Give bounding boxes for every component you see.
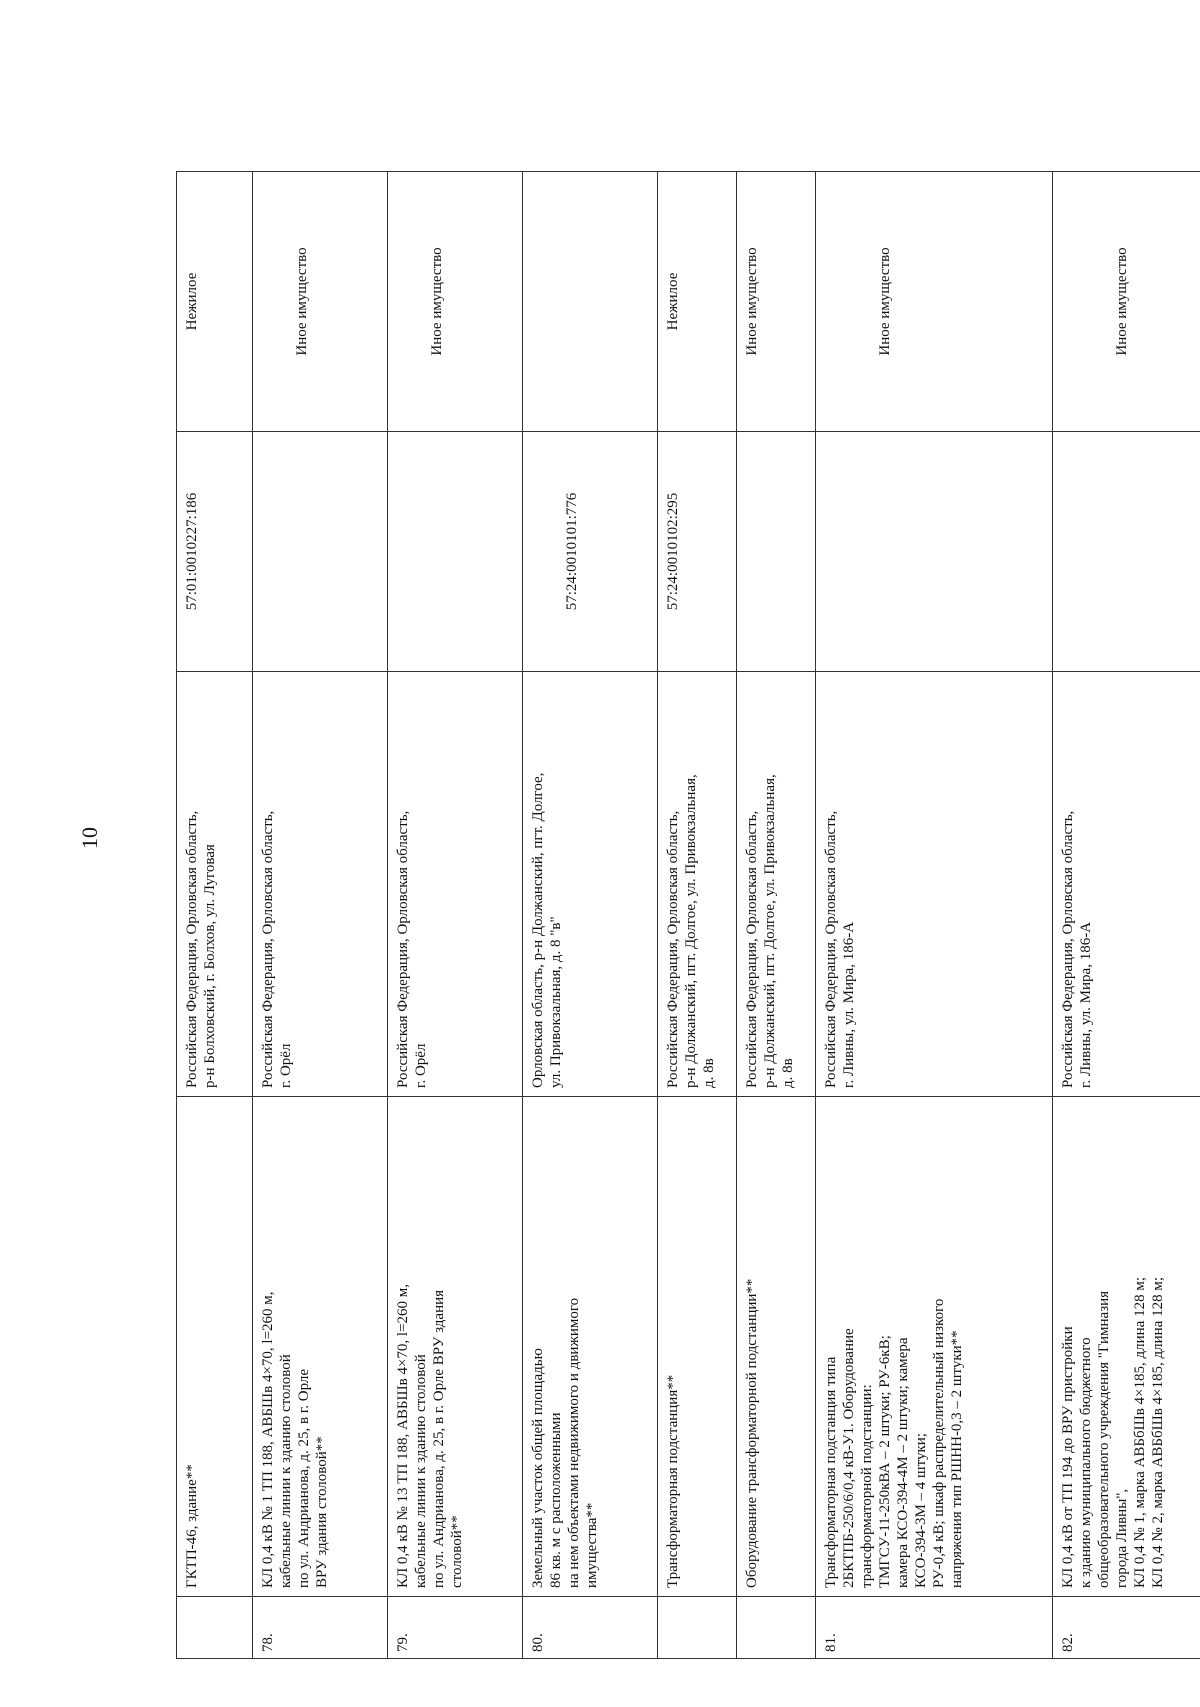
object-name: КЛ 0,4 кВ № 1 ТП 188, АВБШв 4×70, l=260 м, кабельные линии к зданию столовой по ул. Андрианова, д. 25, в г. Орле ВРУ здания столовой** (253, 1097, 388, 1597)
row-number: 82. (1053, 1597, 1200, 1659)
object-type: Иное имущество (816, 172, 1053, 432)
table-row (523, 172, 658, 1659)
object-address: Российская Федерация, Орловская область, р-н Болховский, г. Болхов, ул. Луговая (177, 672, 253, 1097)
table-row (1053, 172, 1200, 1659)
cadastral-number: 57:24:0010102:295 (658, 432, 737, 672)
object-name: Трансформаторная подстанция** (658, 1097, 737, 1597)
object-type: Нежилое (177, 172, 253, 432)
object-address: Орловская область, р-н Должанский, пгт. Долгое, ул. Привокзальная, д. 8 "в" (523, 672, 658, 1097)
row-number: 81. (816, 1597, 1053, 1659)
object-name: Трансформаторная подстанция типа 2БКТПБ-250/6/0,4 кВ-У1. Оборудование трансформаторной подстанции: ТМГСУ-11-250кВА – 2 штуки; РУ-6кВ; камера КСО-394-4М – 2 штуки; камера КСО-394-3М – 4 штуки; РУ-0,4 кВ; шкаф распределительный низкого напряжения тип РШНН-0,3 – 2 штуки** (816, 1097, 1053, 1597)
row-number: 78. (253, 1597, 388, 1659)
cadastral-number (1053, 432, 1200, 672)
table-row (816, 172, 1053, 1659)
cadastral-number: 57:24:0010101:776 (523, 432, 658, 672)
object-name: ГКТП-46, здание** (177, 1097, 253, 1597)
row-number: 80. (523, 1597, 658, 1659)
object-address: Российская Федерация, Орловская область, р-н Должанский, пгт. Долгое, ул. Привокзальная, д. 8в (737, 672, 816, 1097)
object-address: Российская Федерация, Орловская область, г. Ливны, ул. Мира, 186-А (816, 672, 1053, 1097)
object-name: Земельный участок общей площадью 86 кв. м с расположенными на нем объектами недвижимого и движимого имущества** (523, 1097, 658, 1597)
table-row (658, 172, 737, 1659)
object-address: Российская Федерация, Орловская область, г. Орёл (253, 672, 388, 1097)
table-row (253, 172, 388, 1659)
object-address: Российская Федерация, Орловская область, р-н Должанский, пгт. Долгое, ул. Привокзальная, д. 8в (658, 672, 737, 1097)
object-address: Российская Федерация, Орловская область, г. Ливны, ул. Мира, 186-А (1053, 672, 1200, 1097)
object-name: КЛ 0,4 кВ от ТП 194 до ВРУ пристройки к зданию муниципального бюджетного общеобразовательного учреждения "Гимназия города Ливны", КЛ 0,4 № 1, марка АВБбШв 4×185, длина 128 м; КЛ 0,4 № 2, марка АВБбШв 4×185, длина 128 м; (1053, 1097, 1200, 1597)
property-table (176, 171, 1200, 1659)
object-type: Иное имущество (253, 172, 388, 432)
object-type: Иное имущество (1053, 172, 1200, 432)
page-number: 10 (75, 818, 105, 858)
table-row (177, 172, 253, 1659)
object-type: Иное имущество (737, 172, 816, 432)
cadastral-number (253, 432, 388, 672)
object-name: Оборудование трансформаторной подстанции** (737, 1097, 816, 1597)
object-type: Нежилое (658, 172, 737, 432)
cadastral-number (737, 432, 816, 672)
row-number (658, 1597, 737, 1659)
cadastral-number: 57:01:0010227:186 (177, 432, 253, 672)
rotated-table-wrapper (136, 107, 1136, 1707)
object-type: Иное имущество (388, 172, 523, 432)
row-number: 79. (388, 1597, 523, 1659)
object-address: Российская Федерация, Орловская область, г. Орёл (388, 672, 523, 1097)
table-row (737, 172, 816, 1659)
cadastral-number (388, 432, 523, 672)
table-row (388, 172, 523, 1659)
row-number (737, 1597, 816, 1659)
object-type (523, 172, 658, 432)
cadastral-number (816, 432, 1053, 672)
object-name: КЛ 0,4 кВ № 13 ТП 188, АВБШв 4×70, l=260 м, кабельные линии к зданию столовой по ул. Андрианова, д. 25, в г. Орле ВРУ здания столовой** (388, 1097, 523, 1597)
row-number (177, 1597, 253, 1659)
